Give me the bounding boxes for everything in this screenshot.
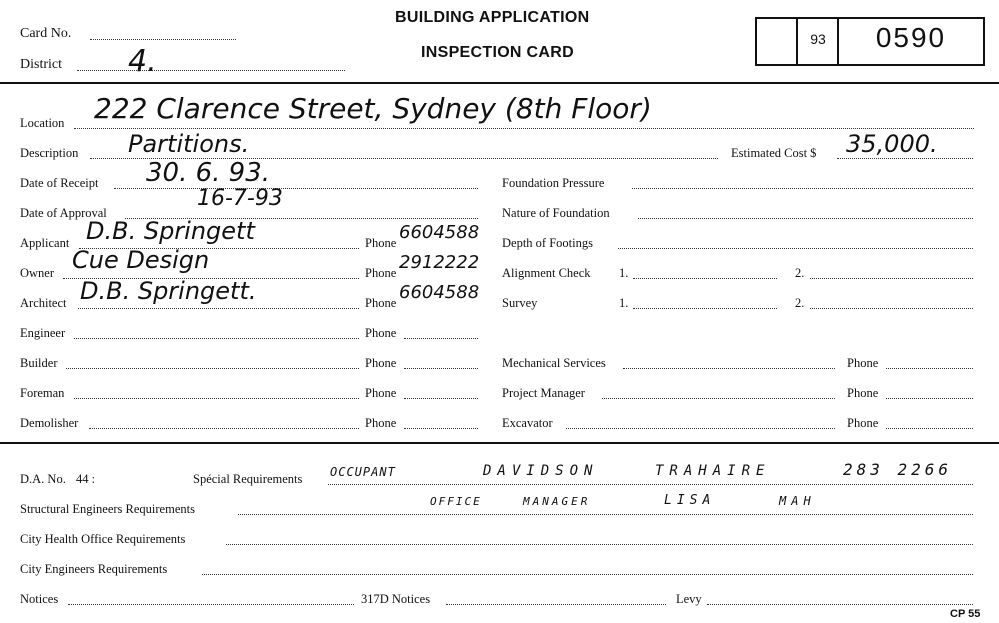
structural-value-1: OFFICE: [430, 495, 482, 508]
structural-value-3: LISA: [664, 493, 716, 508]
date-receipt-field[interactable]: [114, 188, 478, 189]
district-label: District: [20, 57, 62, 72]
depth-footings-label: Depth of Footings: [502, 236, 593, 250]
location-field[interactable]: [74, 128, 974, 129]
estimated-cost-field[interactable]: [837, 158, 973, 159]
notices-317d-label: 317D Notices: [361, 592, 431, 606]
date-receipt-value: 30. 6. 93.: [146, 158, 271, 188]
owner-value: Cue Design: [72, 246, 210, 274]
demolisher-field[interactable]: [89, 428, 359, 429]
applicant-phone-label: Phone: [365, 236, 397, 250]
mechanical-phone-label: Phone: [847, 356, 879, 370]
title-line-1: BUILDING APPLICATION: [395, 9, 590, 26]
estimated-cost-label: Estimated Cost $: [731, 146, 817, 160]
engineer-phone-label: Phone: [365, 326, 397, 340]
description-label: Description: [20, 146, 79, 160]
excavator-field[interactable]: [566, 428, 835, 429]
architect-phone-value: 6604588: [399, 282, 480, 303]
nature-foundation-field[interactable]: [638, 218, 973, 219]
excavator-label: Excavator: [502, 416, 553, 430]
survey-2-field[interactable]: [810, 308, 973, 309]
district-field[interactable]: [77, 70, 345, 71]
card-no-label: Card No.: [20, 26, 72, 41]
builder-phone-label: Phone: [365, 356, 397, 370]
card-number: 0590: [875, 22, 947, 53]
mechanical-label: Mechanical Services: [502, 356, 606, 370]
owner-phone-value: 2912222: [399, 252, 480, 273]
nature-foundation-label: Nature of Foundation: [502, 206, 610, 220]
special-value-4: 283 2266: [843, 460, 953, 479]
special-value-1: OCCUPANT: [330, 465, 396, 479]
structural-label: Structural Engineers Requirements: [20, 502, 195, 516]
applicant-value: D.B. Springett: [86, 217, 255, 245]
health-label: City Health Office Requirements: [20, 532, 186, 546]
foreman-phone-label: Phone: [365, 386, 397, 400]
alignment-2-field[interactable]: [810, 278, 973, 279]
project-manager-label: Project Manager: [502, 386, 585, 400]
engineer-phone-field[interactable]: [404, 338, 478, 339]
architect-field[interactable]: [78, 308, 359, 309]
depth-footings-field[interactable]: [618, 248, 973, 249]
levy-field[interactable]: [707, 604, 973, 605]
excavator-phone-label: Phone: [847, 416, 879, 430]
health-field[interactable]: [226, 544, 973, 545]
foundation-pressure-label: Foundation Pressure: [502, 176, 605, 190]
notices-317d-field[interactable]: [446, 604, 666, 605]
estimated-cost-value: 35,000.: [846, 130, 938, 158]
alignment-2-label: 2.: [795, 266, 805, 280]
demolisher-phone-label: Phone: [365, 416, 397, 430]
box-divider-1: [796, 19, 798, 64]
architect-label: Architect: [20, 296, 67, 310]
project-manager-field[interactable]: [602, 398, 835, 399]
location-value: 222 Clarence Street, Sydney (8th Floor): [94, 92, 652, 125]
excavator-phone-field[interactable]: [886, 428, 973, 429]
special-value-2: DAVIDSON: [483, 463, 599, 479]
demolisher-label: Demolisher: [20, 416, 79, 430]
builder-label: Builder: [20, 356, 58, 370]
structural-value-4: MAH: [779, 494, 816, 508]
survey-1-field[interactable]: [633, 308, 777, 309]
structural-value-2: MANAGER: [523, 495, 591, 508]
project-manager-phone-label: Phone: [847, 386, 879, 400]
alignment-check-label: Alignment Check: [502, 266, 591, 280]
architect-phone-label: Phone: [365, 296, 397, 310]
date-receipt-label: Date of Receipt: [20, 176, 99, 190]
builder-phone-field[interactable]: [404, 368, 478, 369]
da-no-label: D.A. No.: [20, 472, 66, 486]
demolisher-phone-field[interactable]: [404, 428, 478, 429]
owner-phone-label: Phone: [365, 266, 397, 280]
applicant-phone-value: 6604588: [399, 222, 480, 243]
alignment-1-label: 1.: [619, 266, 629, 280]
notices-field[interactable]: [68, 604, 354, 605]
foreman-label: Foreman: [20, 386, 65, 400]
structural-field[interactable]: [238, 514, 973, 515]
year-value: 93: [810, 31, 826, 47]
city-engineers-field[interactable]: [202, 574, 973, 575]
project-manager-phone-field[interactable]: [886, 398, 973, 399]
survey-2-label: 2.: [795, 296, 805, 310]
applicant-label: Applicant: [20, 236, 70, 250]
architect-value: D.B. Springett.: [80, 277, 257, 305]
survey-label: Survey: [502, 296, 538, 310]
title-line-2: INSPECTION CARD: [421, 44, 574, 61]
owner-label: Owner: [20, 266, 55, 280]
special-value-3: TRAHAIRE: [655, 463, 771, 479]
card-no-field[interactable]: [90, 39, 236, 40]
levy-label: Levy: [676, 592, 702, 606]
alignment-1-field[interactable]: [633, 278, 777, 279]
da-no-value: 44 :: [76, 472, 96, 486]
special-requirements-label: Spécial Requirements: [193, 472, 303, 486]
box-divider-2: [837, 19, 839, 64]
city-engineers-label: City Engineers Requirements: [20, 562, 168, 576]
foundation-pressure-field[interactable]: [632, 188, 973, 189]
location-label: Location: [20, 116, 65, 130]
form-code: CP 55: [950, 608, 981, 620]
description-value: Partitions.: [128, 130, 250, 158]
date-approval-label: Date of Approval: [20, 206, 107, 220]
mechanical-phone-field[interactable]: [886, 368, 973, 369]
date-approval-value: 16-7-93: [197, 186, 283, 211]
survey-1-label: 1.: [619, 296, 629, 310]
foreman-field[interactable]: [74, 398, 359, 399]
special-requirements-field[interactable]: [328, 484, 973, 485]
mechanical-field[interactable]: [623, 368, 835, 369]
notices-label: Notices: [20, 592, 59, 606]
district-value: 4.: [128, 44, 157, 79]
section-rule: [0, 442, 999, 444]
header-rule: [0, 82, 999, 84]
engineer-label: Engineer: [20, 326, 66, 340]
engineer-field[interactable]: [74, 338, 359, 339]
foreman-phone-field[interactable]: [404, 398, 478, 399]
builder-field[interactable]: [66, 368, 359, 369]
